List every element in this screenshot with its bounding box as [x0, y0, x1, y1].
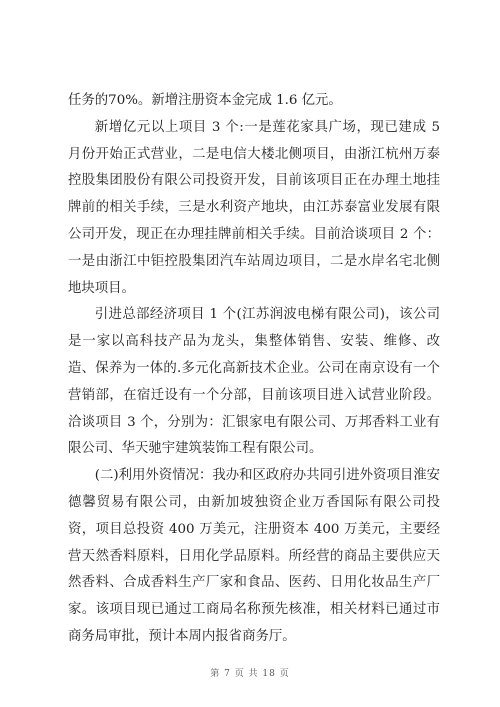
document-body: [68, 88, 440, 651]
paragraph-foreign-investment: (二)利用外资情况：我办和区政府办共同引进外资项目淮安德馨贸易有限公司，由新加坡独资企业万香国际有限公司投资，项目总投资 400 万美元，注册资本 400 万美元，主要经营天然香料原料，日用化学品原料。所经营的商品主要供应天然香料、合成香料生产厂家和食品、医药、日用化妆品生产厂家。该项目现已通过工商局名称预先核准，相关材料已通过市商务局审批，预计本周内报省商务厅。: [68, 468, 441, 644]
paragraph-new-projects: 新增亿元以上项目 3 个:一是莲花家具广场，现已建成 5 月份开始正式营业，二是电信大楼北侧项目，由浙江杭州万泰控股集团股份有限公司投资开发，目前该项目正在办理土地挂牌前的相关手续，三是水利资产地块，由江苏泰富业发展有限公司开发，现正在办理挂牌前相关手续。目前洽谈项目 2 个：一是由浙江中钜控股集团汽车站周边项目，二是水岸名宅北侧地块项目。: [68, 119, 440, 296]
page-number-footer: 第 7 页 共 18 页: [210, 669, 290, 679]
paragraph-continuation: 任务的70%。新增注册资本金完成 1.6 亿元。: [68, 93, 342, 108]
paragraph-headquarters-economy: 引进总部经济项目 1 个(江苏润波电梯有限公司)，该公司是一家以高科技产品为龙头，集整体销售、安装、维修、改造、保养为一体的.多元化高新技术企业。公司在南京设有一个营销部，在宿迁设有一个分部，目前该项目进入试营业阶段。洽谈项目 3 个，分别为：汇银家电有限公司、万邦香料工业有限公司、华天驰宇建筑装饰工程有限公司。: [68, 307, 440, 457]
